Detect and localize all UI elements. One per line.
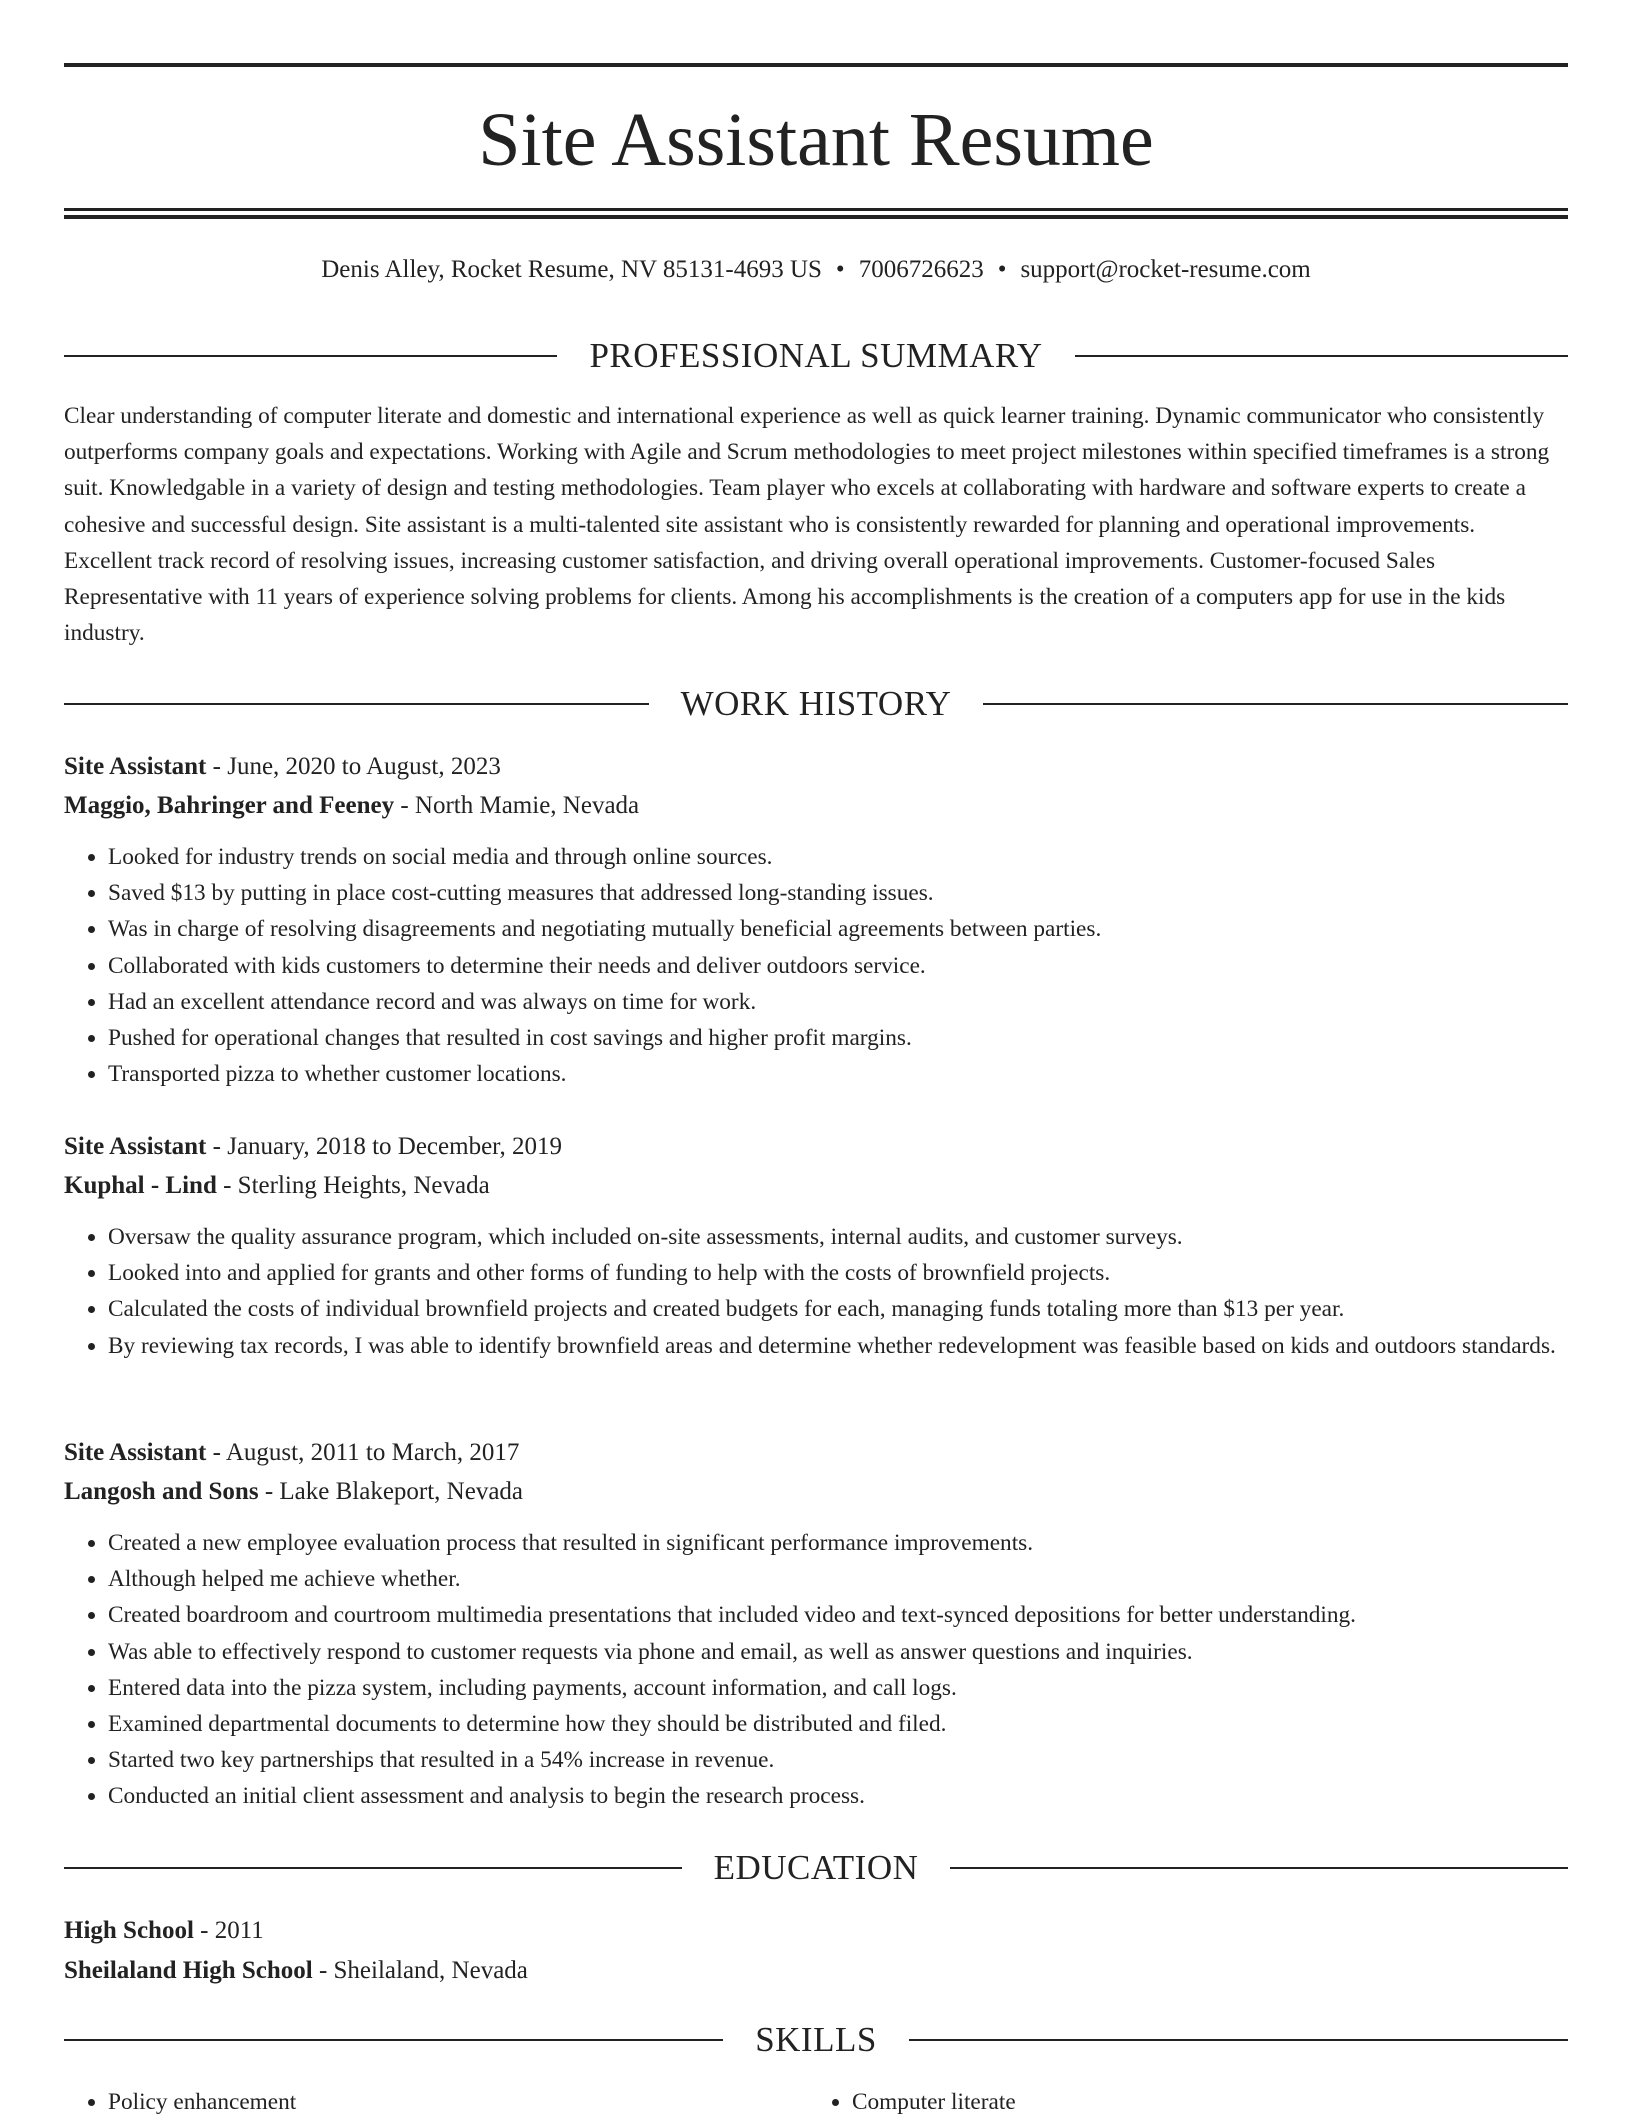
list-item: • Was in charge of resolving disagreements and negotiating mutually beneficial agreements between parties. bbox=[108, 911, 1568, 947]
heading-rule-right bbox=[950, 1867, 1568, 1869]
heading-rule-right bbox=[983, 703, 1568, 705]
list-item: • Transported pizza to whether customer locations. bbox=[108, 1056, 1568, 1092]
section-heading-summary bbox=[64, 334, 1568, 378]
list-item: • Was able to effectively respond to customer requests via phone and email, as well as answer questions and inquiries. bbox=[108, 1634, 1568, 1670]
heading-rule-right bbox=[909, 2039, 1568, 2041]
job-title-line bbox=[64, 1434, 1568, 1472]
heading-rule-left bbox=[64, 703, 649, 705]
list-item: • Computer literate bbox=[852, 2084, 1552, 2120]
job-bullets bbox=[64, 1219, 1568, 1364]
contact-email: support@rocket-resume.com bbox=[1020, 256, 1311, 283]
job-dates: - January, 2018 to December, 2019 bbox=[206, 1133, 562, 1160]
contact-line bbox=[64, 252, 1568, 288]
title-rule-lower bbox=[64, 215, 1568, 219]
heading-rule-left bbox=[64, 355, 557, 357]
list-item: • Looked for industry trends on social media and through online sources. bbox=[108, 839, 1568, 875]
job-title: Site Assistant bbox=[64, 1133, 207, 1160]
section-heading-work bbox=[64, 682, 1568, 726]
job-company-line bbox=[64, 1473, 1568, 1511]
education-year: - 2011 bbox=[193, 1917, 264, 1944]
education-school: Sheilaland High School bbox=[64, 1957, 313, 1984]
skills-list bbox=[64, 2084, 1568, 2120]
job-entry bbox=[64, 748, 1568, 1092]
job-location: - Lake Blakeport, Nevada bbox=[258, 1478, 524, 1505]
job-company: Kuphal - Lind bbox=[64, 1172, 217, 1199]
education-degree-line bbox=[64, 1912, 1568, 1950]
job-title-line bbox=[64, 748, 1568, 786]
section-title: EDUCATION bbox=[713, 1848, 919, 1887]
education-entry bbox=[64, 1912, 1568, 1990]
job-entry bbox=[64, 1434, 1568, 1815]
section-title: PROFESSIONAL SUMMARY bbox=[589, 336, 1043, 375]
section-title: SKILLS bbox=[755, 2020, 877, 2059]
skills-column-right bbox=[808, 2084, 1552, 2120]
list-item: • Policy enhancement bbox=[108, 2084, 808, 2120]
job-bullets bbox=[64, 839, 1568, 1092]
list-item: • Had an excellent attendance record and was always on time for work. bbox=[108, 984, 1568, 1020]
section-heading-education bbox=[64, 1846, 1568, 1890]
contact-separator: • bbox=[997, 256, 1007, 283]
job-company: Maggio, Bahringer and Feeney bbox=[64, 792, 395, 819]
job-title: Site Assistant bbox=[64, 753, 207, 780]
job-company-line bbox=[64, 1167, 1568, 1205]
list-item: • Looked into and applied for grants and other forms of funding to help with the costs of brownfield projects. bbox=[108, 1255, 1568, 1291]
job-title-line bbox=[64, 1128, 1568, 1166]
heading-rule-left bbox=[64, 2039, 723, 2041]
section-heading-skills bbox=[64, 2018, 1568, 2062]
heading-rule-right bbox=[1075, 355, 1568, 357]
summary-paragraph: Clear understanding of computer literate and domestic and international experience as well as quick learner training. Dynamic communicator who consistently outperforms company goals and expectations. Working with Agile and Scrum methodologies to meet project milestones within specified timeframes is a strong suit. Knowledgable in a variety of design and testing methodologies. Team player who excels at collaborating with hardware and software experts to create a cohesive and successful design. Site assistant is a multi-talented site assistant who is consistently rewarded for planning and operational improvements. Excellent track record of resolving issues, increasing customer satisfaction, and driving overall operational improvements. Customer-focused Sales Representative with 11 years of experience solving problems for clients. Among his accomplishments is the creation of a computers app for use in the kids industry. bbox=[64, 403, 1550, 647]
list-item: • By reviewing tax records, I was able to identify brownfield areas and determine whether redevelopment was feasible based on kids and outdoors standards. bbox=[108, 1328, 1568, 1364]
job-location: - Sterling Heights, Nevada bbox=[216, 1172, 490, 1199]
list-item: • Pushed for operational changes that resulted in cost savings and higher profit margins. bbox=[108, 1020, 1568, 1056]
title-rule-upper bbox=[64, 208, 1568, 211]
list-item: • Oversaw the quality assurance program, which included on-site assessments, internal audits, and customer surveys. bbox=[108, 1219, 1568, 1255]
job-company-line bbox=[64, 787, 1568, 825]
contact-separator: • bbox=[835, 256, 845, 283]
list-item: • Created boardroom and courtroom multimedia presentations that included video and text-synced depositions for better understanding. bbox=[108, 1597, 1568, 1633]
education-degree: High School bbox=[64, 1917, 194, 1944]
skills-column-left bbox=[64, 2084, 808, 2120]
education-location: - Sheilaland, Nevada bbox=[312, 1957, 528, 1984]
list-item: • Collaborated with kids customers to determine their needs and deliver outdoors service. bbox=[108, 948, 1568, 984]
job-location: - North Mamie, Nevada bbox=[394, 792, 640, 819]
job-title: Site Assistant bbox=[64, 1439, 207, 1466]
list-item: • Conducted an initial client assessment and analysis to begin the research process. bbox=[108, 1778, 1568, 1814]
top-rule bbox=[64, 63, 1568, 67]
job-dates: - June, 2020 to August, 2023 bbox=[206, 753, 501, 780]
job-entry bbox=[64, 1128, 1568, 1364]
list-item: • Although helped me achieve whether. bbox=[108, 1561, 1568, 1597]
section-title: WORK HISTORY bbox=[680, 684, 952, 723]
list-item: • Calculated the costs of individual brownfield projects and created budgets for each, managing funds totaling more than $13 per year. bbox=[108, 1291, 1568, 1327]
list-item: • Saved $13 by putting in place cost-cutting measures that addressed long-standing issues. bbox=[108, 875, 1568, 911]
job-company: Langosh and Sons bbox=[64, 1478, 259, 1505]
heading-rule-left bbox=[64, 1867, 682, 1869]
list-item: • Started two key partnerships that resulted in a 54% increase in revenue. bbox=[108, 1742, 1568, 1778]
list-item: • Examined departmental documents to determine how they should be distributed and filed. bbox=[108, 1706, 1568, 1742]
job-bullets bbox=[64, 1525, 1568, 1815]
contact-address: Denis Alley, Rocket Resume, NV 85131-4693 US bbox=[321, 256, 822, 283]
contact-phone: 7006726623 bbox=[858, 256, 984, 283]
list-item: • Created a new employee evaluation process that resulted in significant performance improvements. bbox=[108, 1525, 1568, 1561]
page-title: Site Assistant Resume bbox=[478, 98, 1154, 182]
education-school-line bbox=[64, 1952, 1568, 1990]
list-item: • Entered data into the pizza system, including payments, account information, and call logs. bbox=[108, 1670, 1568, 1706]
job-dates: - August, 2011 to March, 2017 bbox=[206, 1439, 520, 1466]
